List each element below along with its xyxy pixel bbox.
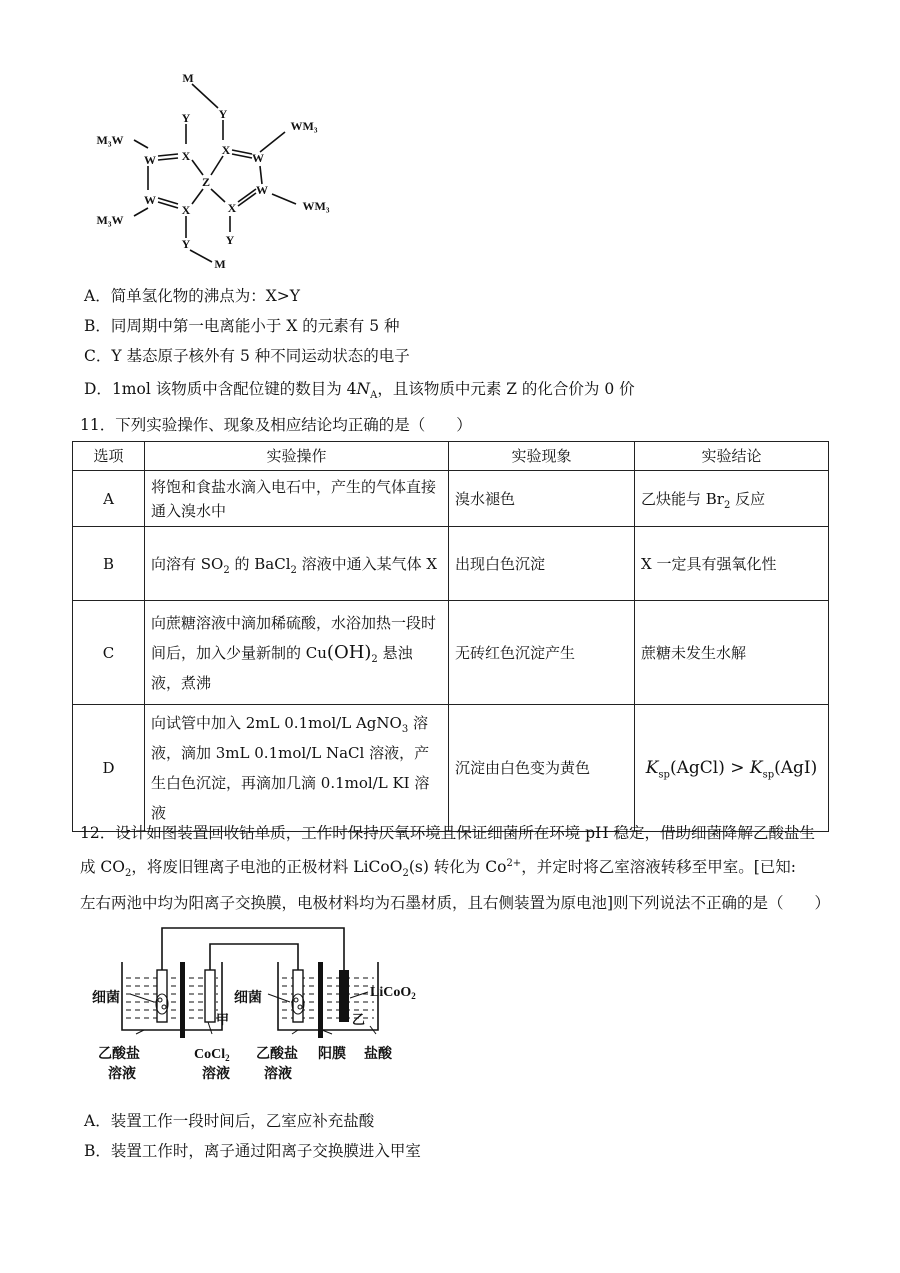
group-WM3: WM₃: [290, 119, 318, 133]
atom-Y: Y: [181, 237, 191, 251]
header-conclusion: 实验结论: [635, 442, 829, 471]
group-M3W: M₃W: [96, 133, 124, 147]
atom-X: X: [181, 203, 191, 217]
chamber-jia-label: 甲: [216, 1012, 230, 1027]
bacteria-label-left: 细菌: [92, 991, 120, 1006]
q12-stem-line3: 左右两池中均为阳离子交换膜，电极材料均为石墨材质，且右侧装置为原电池]则下列说法不正确的是（ ）: [80, 894, 831, 912]
atom-M: M: [214, 257, 226, 271]
conclusion-cell: 乙炔能与 $Br_2$ 反应: [635, 471, 829, 527]
molecule-structure: [80, 68, 350, 278]
electrolysis-apparatus: [92, 922, 432, 1100]
header-operation: 实验操作: [145, 442, 449, 471]
q12-stem-line1: 12．设计如图装置回收钴单质，工作时保持厌氧环境且保证细菌所在环境 pH 稳定，借助细菌降解乙酸盐生: [80, 824, 816, 842]
atom-Y: Y: [181, 111, 191, 125]
q10-option-d[interactable]: D．1mol 该物质中含配位键的数目为 $4N_A$，且该物质中元素 Z 的化合价为 0 价: [84, 380, 635, 402]
experiment-table: [72, 441, 829, 832]
conclusion-cell: 蔗糖未发生水解: [635, 601, 829, 705]
svg-text:溶液: 溶液: [264, 1067, 292, 1082]
table-row: D 向试管中加入 2mL 0.1mol/L AgNO$_3$ 溶液，滴加 3mL 0.1mol/L NaCl 溶液，产生白色沉淀，再滴加几滴 0.1mol/L KI 溶液 沉淀由白色变为黄色 $K_{sp}(AgCl) > K_{sp}(AgI)$: [73, 705, 829, 832]
acetate-label-right: 乙酸盐: [256, 1047, 298, 1062]
phenomenon-cell: 沉淀由白色变为黄色: [449, 705, 635, 832]
table-header-row: [73, 442, 829, 471]
chamber-yi-label: 乙: [352, 1012, 366, 1027]
q12-option-a[interactable]: A．装置工作一段时间后，乙室应补充盐酸: [84, 1112, 375, 1130]
table-row: B 向溶有 $SO_2$ 的 BaCl$_2$ 溶液中通入某气体 X 出现白色沉淀 X 一定具有强氧化性: [73, 527, 829, 601]
atom-X: X: [227, 201, 237, 215]
licoo2-label: LiCoO$_2$: [370, 985, 416, 1001]
atom-Z: Z: [201, 175, 211, 189]
header-option: 选项: [73, 442, 145, 471]
conclusion-cell: X 一定具有强氧化性: [635, 527, 829, 601]
atom-X: X: [221, 143, 231, 157]
group-WM3: WM₃: [302, 199, 330, 213]
q10-option-b[interactable]: B．同周期中第一电离能小于 X 的元素有 5 种: [84, 317, 400, 335]
atom-Y: Y: [225, 233, 235, 247]
atom-X: X: [181, 149, 191, 163]
membrane-label: 阳膜: [318, 1047, 346, 1062]
conclusion-cell: $K_{sp}(AgCl) > K_{sp}(AgI)$: [635, 705, 829, 832]
atom-W: W: [144, 153, 156, 167]
table-row: C 向蔗糖溶液中滴加稀硫酸，水浴加热一段时间后，加入少量新制的 $Cu(OH)_2$ 悬浊液，煮沸 无砖红色沉淀产生 蔗糖未发生水解: [73, 601, 829, 705]
hcl-label: 盐酸: [364, 1047, 392, 1062]
svg-text:溶液: 溶液: [202, 1067, 230, 1082]
atom-M: M: [182, 71, 194, 85]
atom-Y: Y: [218, 107, 228, 121]
q10-option-a[interactable]: A．简单氢化物的沸点为：X>Y: [84, 287, 300, 305]
q12-stem-line2: 成 $CO_2$，将废旧锂离子电池的正极材料 LiCoO$_2$(s) 转化为 $Co^{2+}$，并定时将乙室溶液转移至甲室。[已知:: [80, 857, 796, 880]
operation-cell: 向试管中加入 2mL 0.1mol/L AgNO$_3$ 溶液，滴加 3mL 0.1mol/L NaCl 溶液，产生白色沉淀，再滴加几滴 0.1mol/L KI 溶液: [145, 705, 449, 832]
q10-option-c[interactable]: C．Y 基态原子核外有 5 种不同运动状态的电子: [84, 347, 410, 365]
phenomenon-cell: 溴水褪色: [449, 471, 635, 527]
atom-W: W: [256, 183, 268, 197]
q11-stem: 11．下列实验操作、现象及相应结论均正确的是（ ）: [80, 416, 472, 434]
svg-text:溶液: 溶液: [108, 1067, 136, 1082]
table-row: A 将饱和食盐水滴入电石中，产生的气体直接通入溴水中 溴水褪色 乙炔能与 $Br_2$ 反应: [73, 471, 829, 527]
phenomenon-cell: 无砖红色沉淀产生: [449, 601, 635, 705]
acetate-label-left: 乙酸盐: [98, 1047, 140, 1062]
atom-W: W: [252, 151, 264, 165]
phenomenon-cell: 出现白色沉淀: [449, 527, 635, 601]
atom-W: W: [144, 193, 156, 207]
operation-cell: 向溶有 $SO_2$ 的 BaCl$_2$ 溶液中通入某气体 X: [145, 527, 449, 601]
header-phenomenon: 实验现象: [449, 442, 635, 471]
q12-option-b[interactable]: B．装置工作时，离子通过阳离子交换膜进入甲室: [84, 1142, 421, 1160]
bacteria-label-right: 细菌: [234, 991, 262, 1006]
cocl2-label: CoCl$_2$: [194, 1047, 230, 1063]
group-M3W: M₃W: [96, 213, 124, 227]
operation-cell: 向蔗糖溶液中滴加稀硫酸，水浴加热一段时间后，加入少量新制的 $Cu(OH)_2$ 悬浊液，煮沸: [145, 601, 449, 705]
operation-cell: 将饱和食盐水滴入电石中，产生的气体直接通入溴水中: [145, 471, 449, 527]
